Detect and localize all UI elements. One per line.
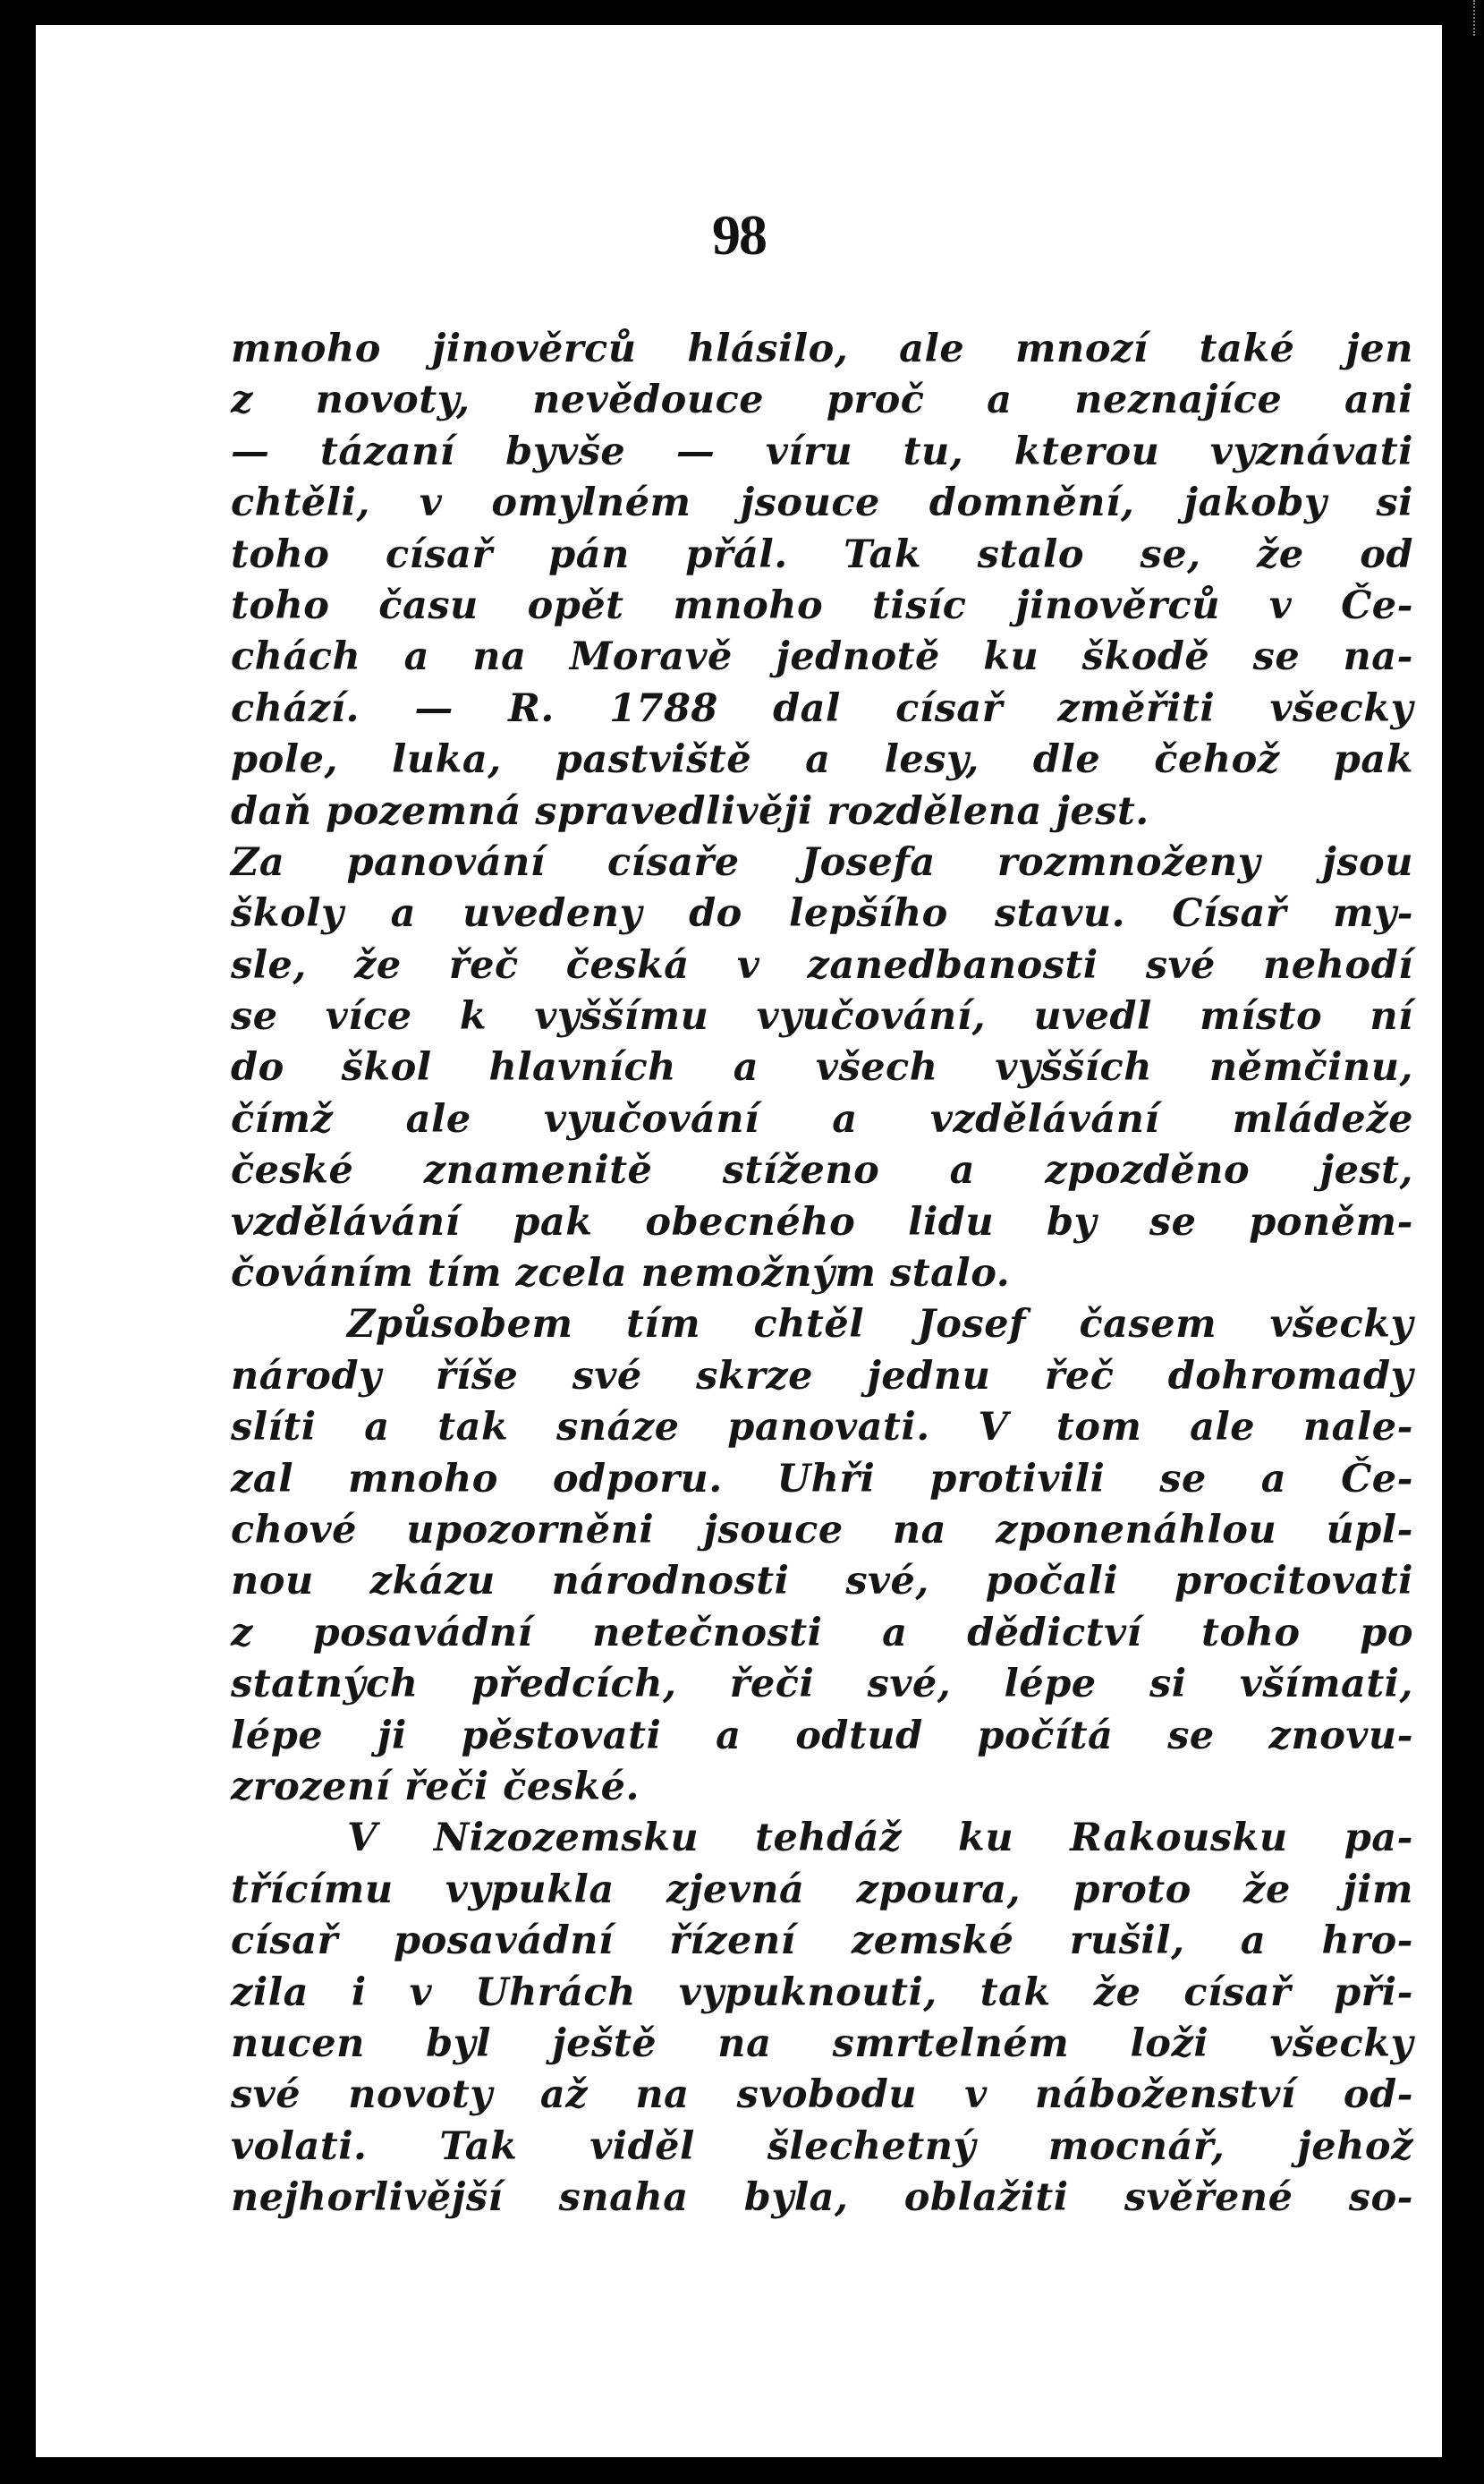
text-line: české znamenitě stíženo a zpozděno jest, — [231, 1148, 1413, 1194]
scan-edge — [1470, 0, 1484, 2484]
text-line: volati. Tak viděl šlechetný mocnář, jehož — [231, 2123, 1413, 2169]
text-line: školy a uvedeny do lepšího stavu. Císař my- — [231, 891, 1413, 937]
text-line: zal mnoho odporu. Uhři protivili se a Če- — [231, 1456, 1413, 1501]
text-line: třícímu vypukla zjevná zpoura, proto že jim — [231, 1867, 1413, 1912]
text-line: chází. — R. 1788 dal císař změřiti všecky — [231, 685, 1413, 731]
text-line: do škol hlavních a všech vyšších němčinu, — [231, 1045, 1413, 1091]
text-line: chách a na Moravě jednotě ku škodě se na- — [231, 634, 1413, 680]
text-line: z posavádní netečnosti a dědictví toho po — [231, 1610, 1413, 1655]
text-line: národy říše své skrze jednu řeč dohromady — [231, 1353, 1413, 1399]
scan-edge-marks — [1473, 0, 1482, 36]
text-line: lépe ji pěstovati a odtud počítá se znovu- — [231, 1713, 1413, 1758]
text-line: mnoho jinověrců hlásilo, ale mnozí také jen — [231, 327, 1413, 371]
text-line: zrození řeči české. — [231, 1764, 640, 1809]
text-line: sle, že řeč česká v zanedbanosti své nehodí — [231, 942, 1413, 988]
text-line: toho času opět mnoho tisíc jinověrců v Če- — [231, 583, 1413, 628]
text-line: nucen byl ještě na smrtelném loži všecky — [231, 2020, 1413, 2066]
text-line: V Nizozemsku tehdáž ku Rakousku pa- — [347, 1816, 1413, 1861]
text-line: z novoty, nevědouce proč a neznajíce ani — [231, 378, 1413, 423]
text-line: Za panování císaře Josefa rozmnoženy jsou — [231, 839, 1413, 885]
text-line: pole, luka, pastviště a lesy, dle čehož pak — [231, 737, 1413, 783]
text-line: toho císař pán přál. Tak stalo se, že od — [231, 532, 1413, 577]
text-line: nou zkázu národnosti své, počali procitovati — [231, 1559, 1413, 1604]
book-page — [36, 25, 1442, 2457]
text-line: statných předcích, řeči své, lépe si všímati, — [231, 1662, 1413, 1707]
page-number: 98 — [712, 203, 766, 267]
text-line: se více k vyššímu vyučování, uvedl místo ní — [231, 994, 1413, 1040]
text-line: Způsobem tím chtěl Josef časem všecky — [347, 1302, 1413, 1348]
text-line: chové upozorněni jsouce na zponenáhlou úpl- — [231, 1507, 1413, 1552]
text-line: daň pozemná spravedlivěji rozdělena jest. — [231, 788, 1149, 834]
body-text — [231, 324, 1413, 2224]
text-line: slíti a tak snáze panovati. V tom ale nale- — [231, 1405, 1413, 1450]
text-line: císař posavádní řízení zemské rušil, a hro- — [231, 1918, 1413, 1964]
text-line: zila i v Uhrách vypuknouti, tak že císař při- — [231, 1969, 1413, 2015]
text-line: nejhorlivější snaha byla, oblažiti svěřené so- — [231, 2175, 1413, 2221]
text-line: vzdělávání pak obecného lidu by se poněm- — [231, 1199, 1413, 1245]
text-line: chtěli, v omylném jsouce domnění, jakoby si — [231, 481, 1413, 526]
text-line: čováním tím zcela nemožným stalo. — [231, 1251, 1011, 1297]
text-line: čímž ale vyučování a vzdělávání mládeže — [231, 1096, 1413, 1142]
text-line: — tázaní byvše — víru tu, kterou vyznávati — [231, 429, 1413, 474]
text-line: své novoty až na svobodu v náboženství od- — [231, 2072, 1413, 2118]
